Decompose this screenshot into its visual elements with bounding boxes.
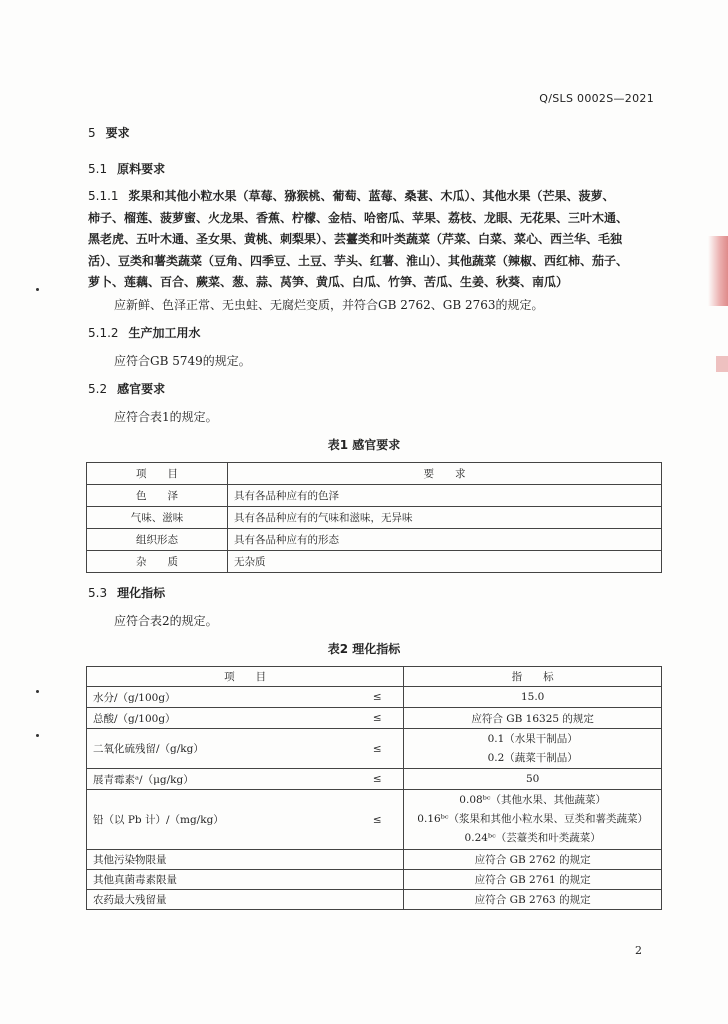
value-line: 0.16ᵇᶜ（浆果和其他小粒水果、豆类和薯类蔬菜） [417, 813, 649, 825]
scan-dot [36, 288, 39, 291]
document-code: Q/SLS 0002S—2021 [539, 92, 654, 105]
section-5-1-heading [88, 160, 165, 177]
table-row [87, 850, 662, 870]
value-line: 0.1（水果干制品） [487, 732, 578, 745]
column-header: 项 目 [87, 667, 404, 687]
paragraph-line [88, 186, 668, 208]
value-cell: 应符合 GB 16325 的规定 [404, 708, 662, 729]
table-cell: 组织形态 [87, 529, 228, 551]
table-row [87, 769, 662, 790]
value-cell: 应符合 GB 2762 的规定 [404, 850, 662, 870]
table-2-caption: 表2 理化指标 [327, 642, 401, 656]
value-cell [404, 729, 662, 769]
column-header: 项 目 [87, 463, 228, 485]
le-symbol: ≤ [351, 790, 404, 850]
physicochemical-note: 应符合表2的规定。 [114, 614, 218, 628]
section-title: 理化指标 [117, 586, 166, 600]
paragraph-line: 萝卜、莲藕、百合、蕨菜、葱、蒜、莴笋、黄瓜、白瓜、竹笋、苦瓜、生姜、秋葵、南瓜） [88, 275, 569, 289]
line-text: 浆果和其他小粒水果（草莓、猕猴桃、葡萄、蓝莓、桑葚、木瓜）、其他水果（芒果、菠萝、 [128, 189, 615, 203]
column-header: 要 求 [228, 463, 662, 485]
table-1-caption: 表1 感官要求 [327, 438, 401, 452]
item-cell: 其他真菌毒素限量 [87, 870, 404, 890]
item-cell: 铅（以 Pb 计）/（mg/kg） [87, 790, 352, 850]
item-cell: 总酸/（g/100g） [87, 708, 352, 729]
le-symbol: ≤ [351, 687, 404, 708]
raw-material-requirement: 应新鲜、色泽正常、无虫蛀、无腐烂变质，并符合GB 2762、GB 2763的规定。 [114, 298, 544, 312]
table-row [87, 551, 662, 573]
paragraph-line: 柿子、榴莲、菠萝蜜、火龙果、香蕉、柠檬、金桔、哈密瓜、苹果、荔枝、龙眼、无花果、三叶木通、 [88, 210, 629, 225]
section-number: 5.1.2 [88, 326, 119, 340]
section-number: 5.1.1 [88, 189, 119, 203]
item-cell: 二氧化硫残留/（g/kg） [87, 729, 352, 769]
table-header-row [87, 667, 662, 687]
section-number: 5.1 [88, 162, 108, 176]
value-cell: 50 [404, 769, 662, 790]
value-cell: 应符合 GB 2763 的规定 [404, 890, 662, 910]
paragraph-line: 活）、豆类和薯类蔬菜（豆角、四季豆、土豆、芋头、红薯、淮山）、其他蔬菜（辣椒、西红柿、茄子、 [88, 253, 629, 268]
table-row [87, 687, 662, 708]
le-symbol: ≤ [351, 708, 404, 729]
table-header-row [87, 463, 662, 485]
table-row [87, 870, 662, 890]
section-5-3-heading [88, 584, 165, 601]
section-5-heading [88, 124, 130, 141]
table-row [87, 790, 662, 850]
value-line: 0.24ᵇᶜ（芸薹类和叶类蔬菜） [464, 832, 601, 844]
table-row [87, 890, 662, 910]
seal-edge-mark [708, 236, 728, 306]
sensory-requirement-note: 应符合表1的规定。 [114, 410, 218, 424]
section-5-1-2-heading [88, 324, 201, 341]
table-cell: 色 泽 [87, 485, 228, 507]
value-cell [404, 790, 662, 850]
table-cell: 杂 质 [87, 551, 228, 573]
value-cell: 应符合 GB 2761 的规定 [404, 870, 662, 890]
column-header: 指 标 [404, 667, 662, 687]
section-5-1-1-paragraph [88, 186, 668, 294]
table-cell: 无杂质 [228, 551, 662, 573]
water-requirement: 应符合GB 5749的规定。 [114, 354, 251, 368]
item-cell: 农药最大残留量 [87, 890, 404, 910]
table-cell: 具有各品种应有的形态 [228, 529, 662, 551]
value-line: 0.2（蔬菜干制品） [487, 751, 578, 764]
section-title: 要求 [105, 126, 130, 140]
table-cell: 具有各品种应有的气味和滋味，无异味 [228, 507, 662, 529]
section-number: 5 [88, 126, 96, 140]
page-number: 2 [635, 944, 642, 957]
table-2-physicochemical [86, 666, 662, 910]
section-number: 5.2 [88, 382, 108, 396]
section-title: 感官要求 [117, 382, 166, 396]
scan-dot [36, 690, 39, 693]
item-cell: 其他污染物限量 [87, 850, 404, 870]
item-cell: 展青霉素ᵃ/（μg/kg） [87, 769, 352, 790]
item-cell: 水分/（g/100g） [87, 687, 352, 708]
le-symbol: ≤ [351, 769, 404, 790]
value-line: 0.08ᵇᶜ（其他水果、其他蔬菜） [459, 794, 607, 806]
section-title: 原料要求 [117, 162, 166, 176]
table-row [87, 485, 662, 507]
table-row [87, 507, 662, 529]
section-title: 生产加工用水 [128, 326, 201, 340]
table-cell: 具有各品种应有的色泽 [228, 485, 662, 507]
table-1-sensory [86, 462, 662, 573]
table-row [87, 729, 662, 769]
value-cell: 15.0 [404, 687, 662, 708]
table-row [87, 708, 662, 729]
le-symbol: ≤ [351, 729, 404, 769]
table-cell: 气味、滋味 [87, 507, 228, 529]
section-number: 5.3 [88, 586, 108, 600]
paragraph-line: 黑老虎、五叶木通、圣女果、黄桃、刺梨果）、芸薹类和叶类蔬菜（芹菜、白菜、菜心、西兰华、毛独 [88, 232, 623, 246]
seal-edge-mark [716, 356, 728, 372]
scan-dot [36, 734, 39, 737]
section-5-2-heading [88, 380, 165, 397]
table-row [87, 529, 662, 551]
